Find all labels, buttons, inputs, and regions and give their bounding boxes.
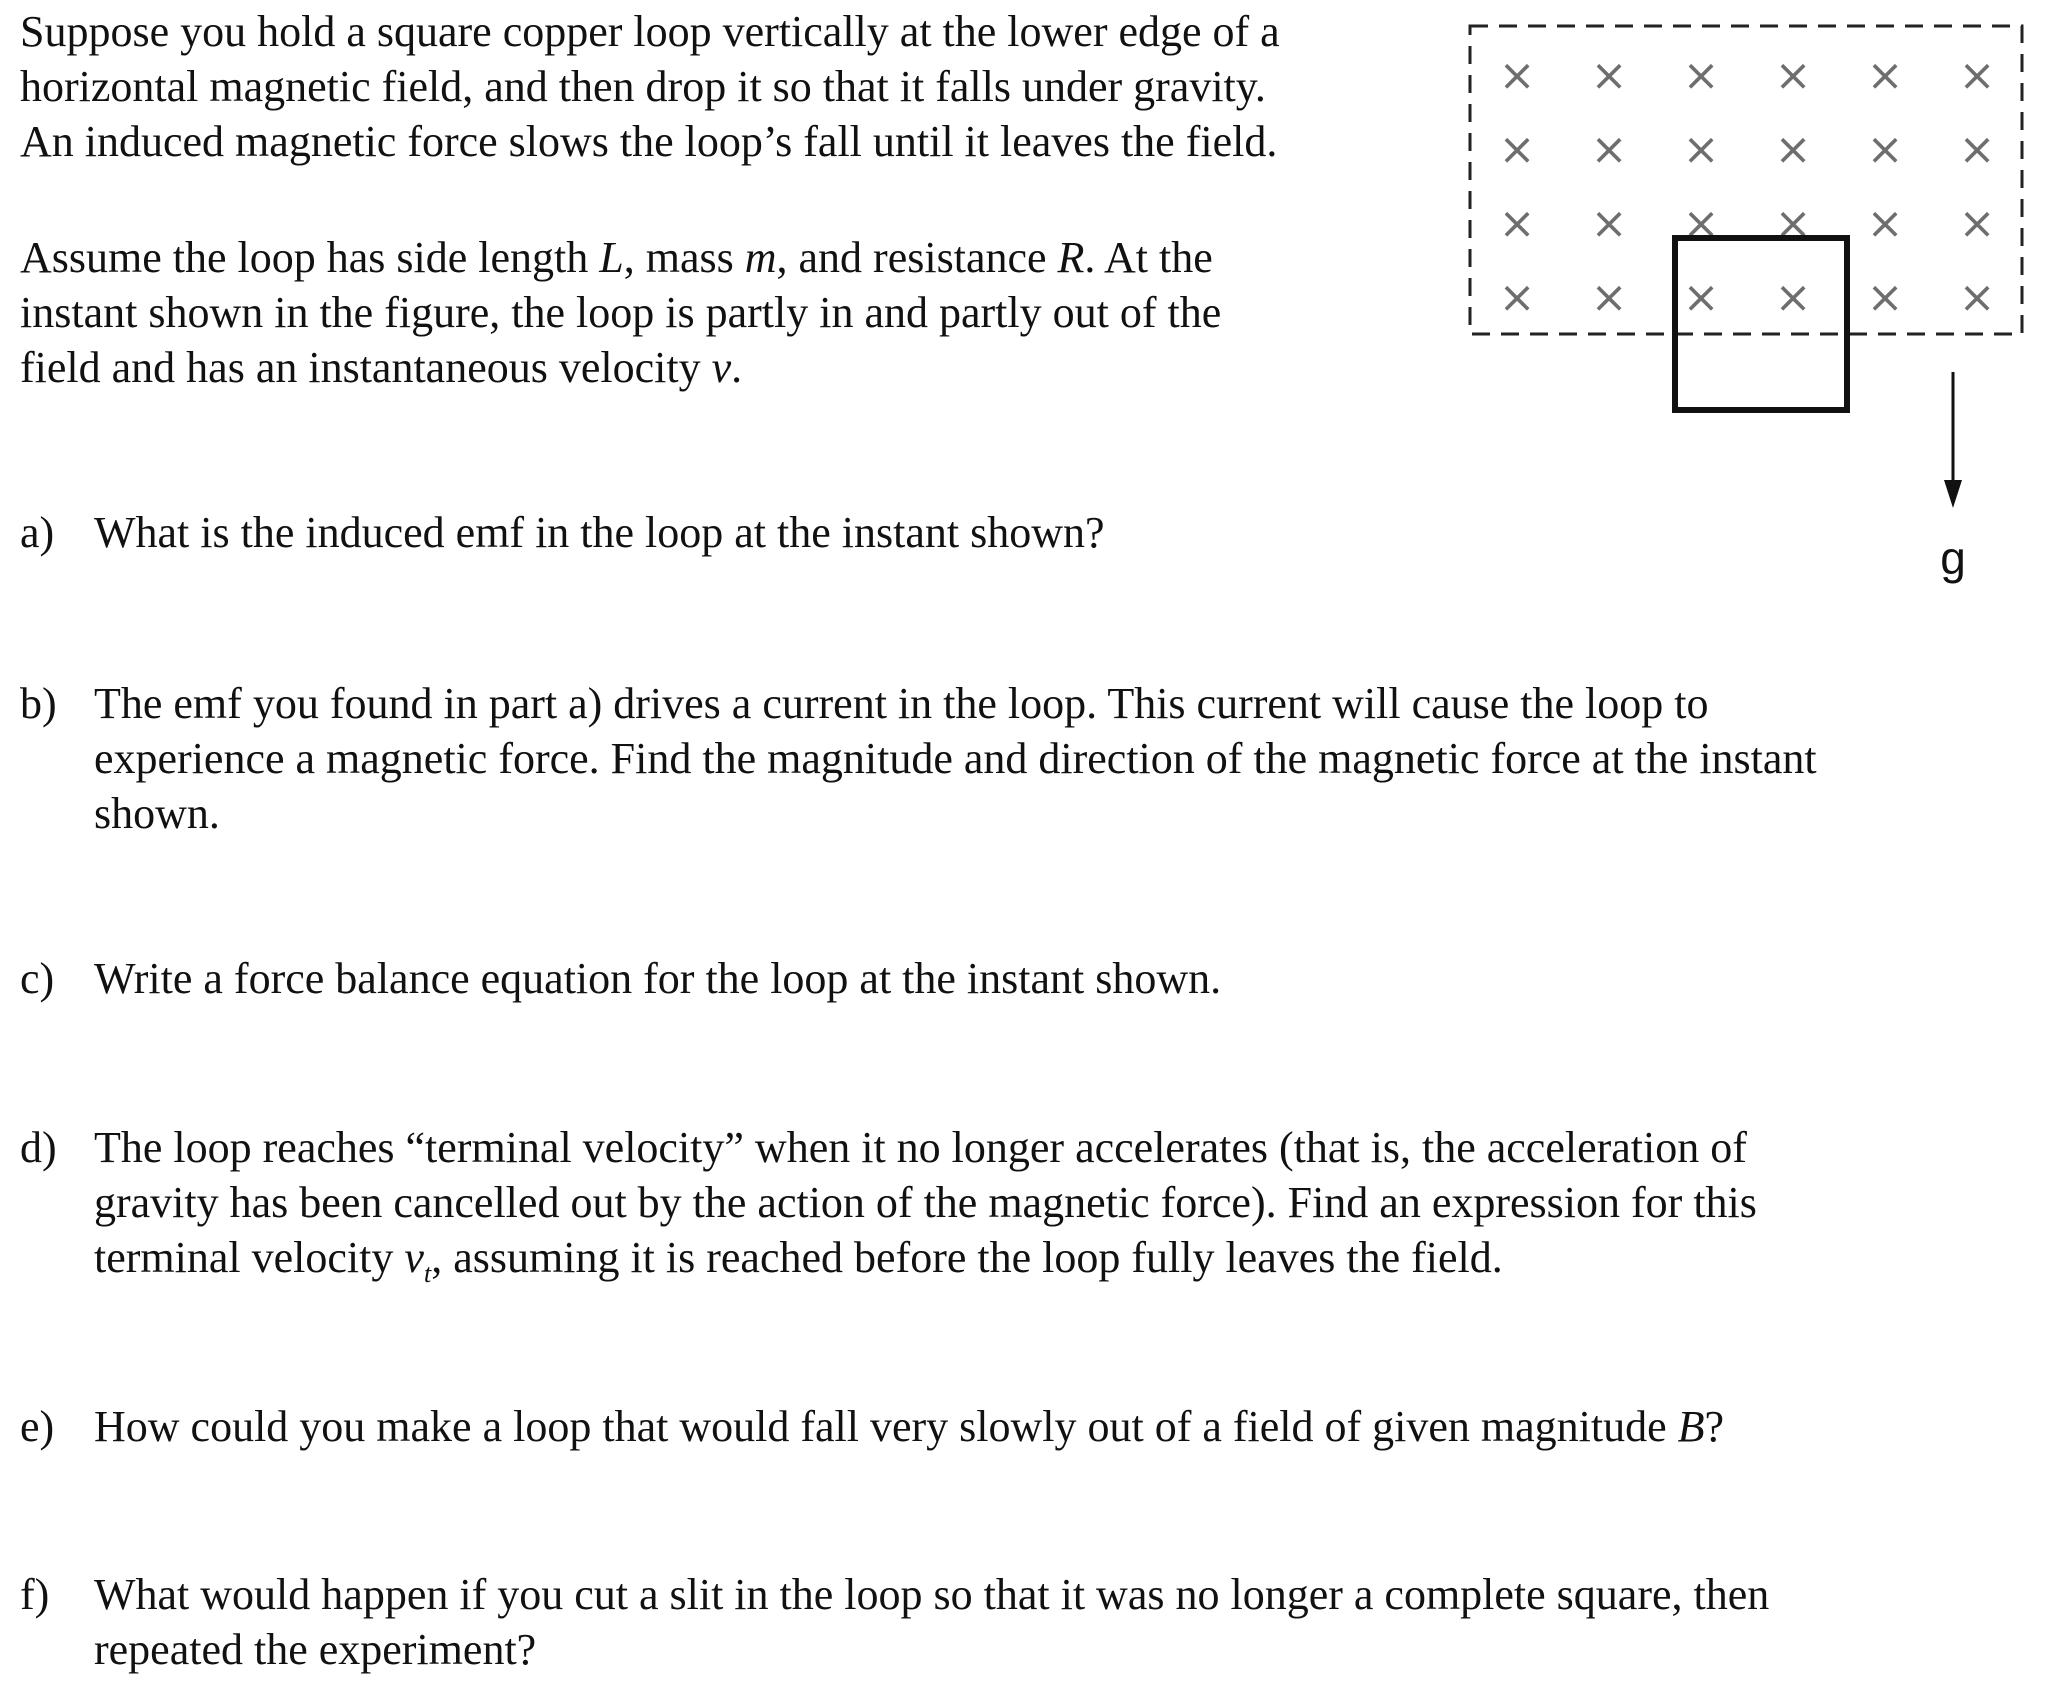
text-run: , assuming it is reached before the loop fully leaves the field. — [431, 1233, 1503, 1282]
question-line: repeated the experiment? — [94, 1625, 537, 1674]
question-line: gravity has been cancelled out by the action of the magnetic force). Find an expression for this — [94, 1178, 1757, 1227]
question-text — [94, 951, 2026, 1006]
field-cross-symbol: × — [1590, 124, 1628, 175]
intro-line: Suppose you hold a square copper loop vertically at the lower edge of a — [20, 7, 1280, 56]
copper-loop — [1675, 238, 1847, 410]
question-line — [94, 1230, 2026, 1301]
intro-line: instant shown in the figure, the loop is partly in and partly out of the — [20, 288, 1222, 337]
text-run: field and has an instantaneous velocity — [20, 343, 712, 392]
field-cross-symbol: × — [1590, 50, 1628, 101]
question-d — [20, 1120, 2026, 1301]
field-cross-symbol: × — [1682, 50, 1720, 101]
intro-paragraph-1 — [20, 4, 1440, 169]
question-text — [94, 1399, 2026, 1454]
symbol-B: B — [1677, 1402, 1705, 1451]
text-run: How could you make a loop that would fall very slowly out of a field of given magnitude — [94, 1402, 1678, 1451]
question-text — [94, 1120, 2026, 1301]
text-run: , mass — [623, 233, 745, 282]
field-cross-symbol: × — [1958, 124, 1996, 175]
intro-line — [20, 340, 1440, 395]
field-cross-symbol: × — [1774, 272, 1812, 323]
question-line — [94, 1399, 2026, 1454]
text-run: Assume the loop has side length — [20, 233, 600, 282]
question-label: d) — [20, 1123, 57, 1172]
question-line: What would happen if you cut a slit in the loop so that it was no longer a complete square, then — [94, 1570, 1770, 1619]
question-line: What is the induced emf in the loop at the instant shown? — [94, 508, 1105, 557]
question-line: experience a magnetic force. Find the magnitude and direction of the magnetic force at the instant — [94, 734, 1817, 783]
question-line: shown. — [94, 789, 220, 838]
field-cross-symbol: × — [1866, 124, 1904, 175]
question-line: The loop reaches “terminal velocity” when it no longer accelerates (that is, the acceleration of — [94, 1123, 1747, 1172]
field-cross-symbol: × — [1866, 272, 1904, 323]
question-label: f) — [20, 1570, 50, 1619]
field-cross-symbol: × — [1682, 124, 1720, 175]
field-cross-symbol: × — [1498, 272, 1536, 323]
field-cross-symbol: × — [1498, 198, 1536, 249]
magnetic-field-figure — [1450, 0, 2030, 600]
field-cross-symbol: × — [1498, 124, 1536, 175]
text-run: . — [731, 343, 743, 392]
gravity-label: g — [1940, 532, 1966, 584]
symbol-v: v — [711, 343, 732, 392]
symbol-R: R — [1057, 233, 1085, 282]
field-cross-symbol: × — [1866, 50, 1904, 101]
question-label: e) — [20, 1402, 55, 1451]
field-cross-symbol: × — [1774, 50, 1812, 101]
symbol-L: L — [599, 233, 624, 282]
field-cross-symbol: × — [1590, 272, 1628, 323]
question-text — [94, 676, 2026, 841]
question-line: Write a force balance equation for the loop at the instant shown. — [94, 954, 1222, 1003]
question-c — [20, 951, 2026, 1006]
symbol-subscript-t: t — [423, 1257, 432, 1288]
field-cross-symbol: × — [1682, 198, 1720, 249]
text-run: . At the — [1084, 233, 1213, 282]
question-b — [20, 676, 2026, 841]
symbol-m: m — [744, 233, 777, 282]
question-label: b) — [20, 679, 57, 728]
field-cross-symbol: × — [1774, 198, 1812, 249]
question-label: a) — [20, 508, 55, 557]
field-cross-symbol: × — [1682, 272, 1720, 323]
field-cross-symbol: × — [1958, 198, 1996, 249]
field-cross-symbol: × — [1958, 50, 1996, 101]
field-symbols — [1499, 50, 1996, 323]
field-cross-symbol: × — [1498, 50, 1536, 101]
field-cross-symbol: × — [1866, 198, 1904, 249]
field-cross-symbol: × — [1774, 124, 1812, 175]
field-cross-symbol: × — [1590, 198, 1628, 249]
intro-line: horizontal magnetic field, and then drop it so that it falls under gravity. — [20, 62, 1266, 111]
question-label: c) — [20, 954, 55, 1003]
intro-line: An induced magnetic force slows the loop’s fall until it leaves the field. — [20, 117, 1278, 166]
question-line: The emf you found in part a) drives a current in the loop. This current will cause the loop to — [94, 679, 1709, 728]
gravity-arrow-head — [1944, 480, 1962, 508]
question-text — [94, 1567, 2026, 1677]
intro-line — [20, 230, 1440, 285]
question-e — [20, 1399, 2026, 1454]
field-cross-symbol: × — [1958, 272, 1996, 323]
text-run: terminal velocity — [94, 1233, 405, 1282]
text-run: ? — [1704, 1402, 1725, 1451]
symbol-v: v — [404, 1233, 424, 1282]
field-region-border — [1470, 26, 2022, 334]
intro-paragraph-2 — [20, 230, 1440, 395]
question-f — [20, 1567, 2026, 1677]
text-run: , and resistance — [776, 233, 1058, 282]
